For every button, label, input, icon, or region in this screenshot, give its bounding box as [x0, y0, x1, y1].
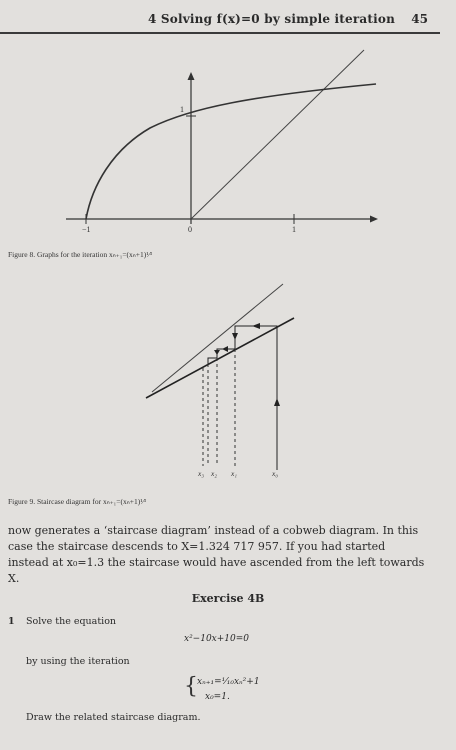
arrow-left-1 — [252, 323, 260, 329]
iteration-line-1: xₙ₊₁=¹⁄₁₀xₙ²+1 — [197, 677, 260, 687]
label-x2: x₂ — [211, 469, 217, 478]
figure-9-caption: Figure 9. Staircase diagram for xₙ₊₁=(xₙ+1)¹⁄³ — [8, 497, 146, 506]
chapter-title: 4 Solving f(x)=0 by simple iteration — [148, 12, 396, 26]
iteration-brace: { — [184, 674, 198, 699]
label-one-x: 1 — [292, 225, 296, 234]
label-x1: x₁ — [231, 469, 237, 478]
exercise-instruction: Solve the equation — [26, 616, 117, 627]
label-x0: x₀ — [272, 469, 278, 478]
arrow-down-1 — [232, 333, 238, 340]
exercise-equation: x²−10x+10=0 — [184, 634, 250, 644]
body-paragraph: now generates a ‘staircase diagram’ instead of a cobweb diagram. In this case the staircase descends to X=1.324 717 957. If you had started instead at x₀=1.3 the staircase would have ascended from the left towards X. — [8, 524, 425, 585]
arrow-down-2 — [214, 350, 220, 355]
label-neg-one: −1 — [82, 225, 91, 234]
staircase-path — [208, 326, 277, 470]
exercise-by-iteration: by using the iteration — [26, 656, 130, 667]
s-line-y-equals-x — [152, 284, 283, 392]
arrow-left-2 — [222, 346, 228, 352]
iteration-line-2: x₀=1. — [205, 692, 230, 702]
label-one-y: 1 — [180, 105, 184, 114]
exercise-final-instruction: Draw the related staircase diagram. — [26, 712, 201, 723]
page-number: 45 — [411, 12, 428, 26]
label-x3: x₃ — [198, 469, 204, 478]
label-zero: 0 — [188, 225, 192, 234]
exercise-item-number: 1 — [8, 616, 15, 627]
exercise-title: Exercise 4B — [191, 592, 265, 605]
s-curve — [146, 318, 294, 398]
figure-8-caption: Figure 8. Graphs for the iteration xₙ₊₁=(xₙ+1)¹⁄³ — [8, 250, 153, 259]
arrow-up-x0 — [274, 398, 280, 406]
